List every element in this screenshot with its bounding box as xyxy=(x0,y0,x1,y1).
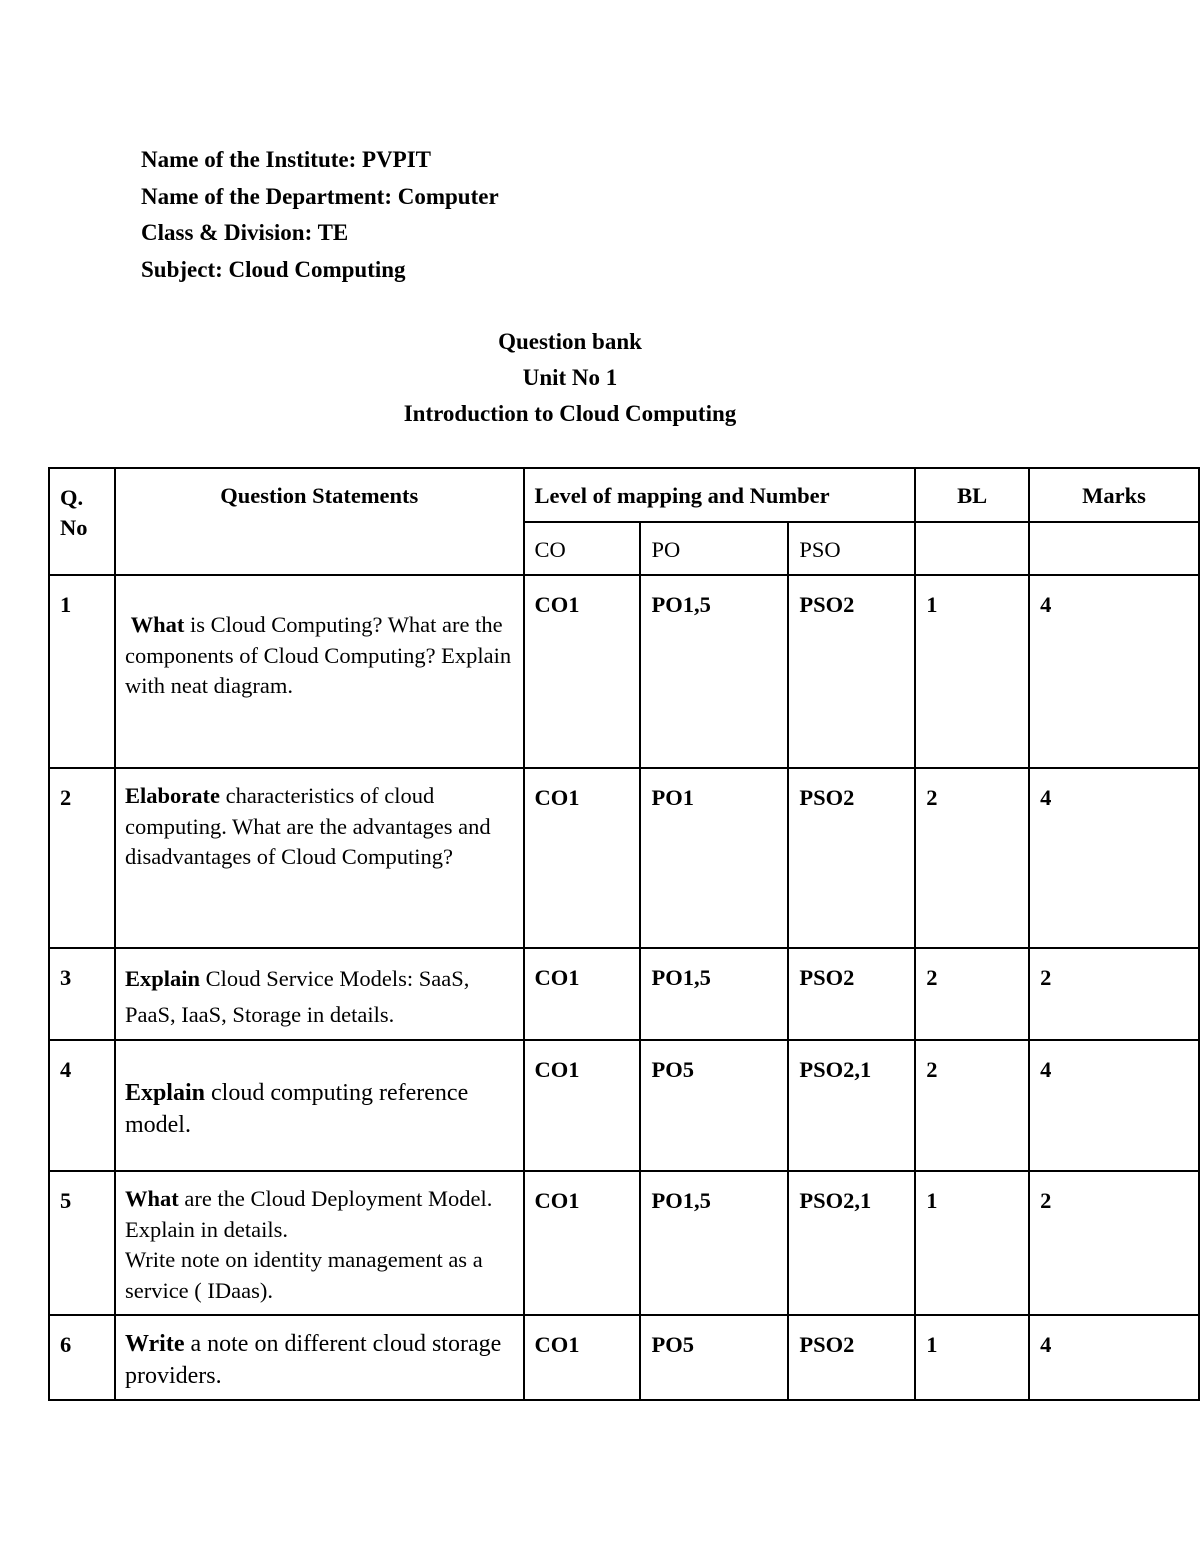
row-question xyxy=(115,575,524,768)
row-bl: 1 xyxy=(915,575,1029,768)
row-marks: 2 xyxy=(1029,1171,1199,1315)
row-pso: PSO2 xyxy=(788,575,915,768)
row-po: PO1 xyxy=(640,768,788,948)
question-rest: cloud computing reference model. xyxy=(124,1080,469,1138)
row-marks: 2 xyxy=(1029,948,1199,1040)
row-question xyxy=(115,948,524,1040)
row-pso: PSO2,1 xyxy=(788,1171,915,1315)
question-rest: Cloud Service Models: SaaS, PaaS, IaaS, Storage in details. xyxy=(124,966,470,1027)
question-lead: Write xyxy=(124,1331,185,1357)
row-marks: 4 xyxy=(1029,768,1199,948)
header-statement: Question Statements xyxy=(115,468,524,575)
question-table xyxy=(48,467,1200,1401)
row-pso: PSO2,1 xyxy=(788,1040,915,1171)
row-qno: 5 xyxy=(49,1171,115,1315)
subheader-bl-empty xyxy=(915,522,1029,575)
question-lead: Elaborate xyxy=(124,783,220,808)
row-pso: PSO2 xyxy=(788,768,915,948)
row-qno: 3 xyxy=(49,948,115,1040)
table-row xyxy=(49,1315,1199,1400)
row-bl: 2 xyxy=(915,1040,1029,1171)
question-extra: Write note on identity management as a service ( IDaas). xyxy=(124,1247,483,1303)
row-co: CO1 xyxy=(524,768,641,948)
row-question xyxy=(115,1315,524,1400)
row-question xyxy=(115,1040,524,1171)
subheader-pso: PSO xyxy=(788,522,915,575)
row-co: CO1 xyxy=(524,1040,641,1171)
row-bl: 2 xyxy=(915,768,1029,948)
document-header xyxy=(141,142,499,288)
institute-name: Name of the Institute: PVPIT xyxy=(141,147,432,172)
row-marks: 4 xyxy=(1029,1315,1199,1400)
row-co: CO1 xyxy=(524,1171,641,1315)
unit-title: Introduction to Cloud Computing xyxy=(403,401,737,426)
question-lead: What xyxy=(130,612,185,637)
row-co: CO1 xyxy=(524,1315,641,1400)
question-rest: are the Cloud Deployment Model. Explain in details. xyxy=(124,1186,493,1242)
header-mapping: Level of mapping and Number xyxy=(524,468,916,522)
row-pso: PSO2 xyxy=(788,1315,915,1400)
table-row xyxy=(49,1040,1199,1171)
row-qno: 2 xyxy=(49,768,115,948)
row-po: PO1,5 xyxy=(640,948,788,1040)
row-bl: 1 xyxy=(915,1171,1029,1315)
row-po: PO5 xyxy=(640,1040,788,1171)
row-qno: 4 xyxy=(49,1040,115,1171)
question-lead: Explain xyxy=(124,966,200,991)
row-question xyxy=(115,768,524,948)
document-titles xyxy=(0,324,1140,432)
row-qno: 1 xyxy=(49,575,115,768)
row-bl: 1 xyxy=(915,1315,1029,1400)
row-question xyxy=(115,1171,524,1315)
question-rest: a note on different cloud storage providers. xyxy=(124,1331,502,1389)
table-row xyxy=(49,1171,1199,1315)
question-rest: characteristics of cloud computing. What are the advantages and disadvantages of Cloud Computing? xyxy=(124,783,491,869)
row-bl: 2 xyxy=(915,948,1029,1040)
table-row xyxy=(49,948,1199,1040)
question-rest: is Cloud Computing? What are the components of Cloud Computing? Explain with neat diagram. xyxy=(124,612,512,698)
row-po: PO1,5 xyxy=(640,575,788,768)
row-marks: 4 xyxy=(1029,575,1199,768)
row-marks: 4 xyxy=(1029,1040,1199,1171)
header-bl: BL xyxy=(915,468,1029,522)
header-qno: Q. No xyxy=(49,468,115,575)
question-lead: What xyxy=(124,1186,179,1211)
row-co: CO1 xyxy=(524,575,641,768)
row-po: PO1,5 xyxy=(640,1171,788,1315)
class-division: Class & Division: TE xyxy=(141,220,349,245)
question-lead: Explain xyxy=(124,1080,205,1106)
table-row xyxy=(49,768,1199,948)
subheader-marks-empty xyxy=(1029,522,1199,575)
doc-title: Question bank xyxy=(498,329,642,354)
subject-name: Subject: Cloud Computing xyxy=(141,256,406,282)
row-po: PO5 xyxy=(640,1315,788,1400)
row-co: CO1 xyxy=(524,948,641,1040)
row-pso: PSO2 xyxy=(788,948,915,1040)
subheader-co: CO xyxy=(524,522,641,575)
unit-number: Unit No 1 xyxy=(522,365,618,390)
department-name: Name of the Department: Computer xyxy=(141,183,499,209)
table-row xyxy=(49,575,1199,768)
row-qno: 6 xyxy=(49,1315,115,1400)
subheader-po: PO xyxy=(640,522,788,575)
header-marks: Marks xyxy=(1029,468,1199,522)
